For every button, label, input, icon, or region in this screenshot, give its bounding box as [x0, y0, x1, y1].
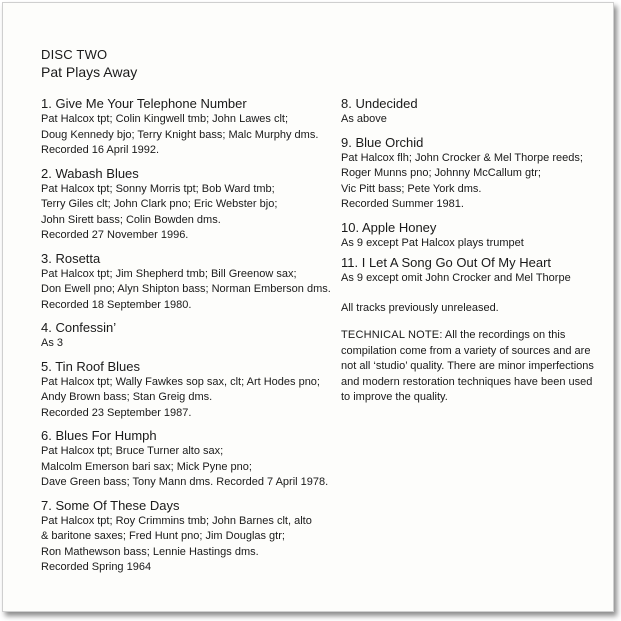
left-column	[41, 47, 341, 582]
track-credits	[41, 375, 341, 422]
unreleased-note: All tracks previously unreleased.	[341, 301, 499, 314]
track-5	[41, 358, 341, 422]
credit-line: Recorded Summer 1981.	[341, 198, 464, 210]
credit-line: Recorded 27 November 1996.	[41, 229, 189, 241]
disc-title: Pat Plays Away	[41, 64, 138, 80]
track-title: 6. Blues For Humph	[41, 428, 157, 443]
track-title: 5. Tin Roof Blues	[41, 358, 140, 374]
disc-label: DISC TWO	[41, 47, 108, 62]
track-8	[341, 95, 603, 128]
credit-line: Doug Kennedy bjo; Terry Knight bass; Malc Murphy dms.	[41, 128, 319, 141]
credit-line: Malcolm Emerson bari sax; Mick Pyne pno;	[41, 460, 252, 473]
track-10	[341, 219, 603, 252]
booklet-page	[2, 2, 614, 612]
track-credits	[41, 182, 341, 244]
track-6	[41, 427, 341, 491]
credit-line: Pat Halcox tpt; Bruce Turner alto sax;	[41, 445, 224, 457]
track-title: 2. Wabash Blues	[41, 165, 139, 181]
credit-line: Pat Halcox tpt; Colin Kingwell tmb; John Lawes clt;	[41, 113, 289, 125]
track-credits	[341, 112, 603, 128]
credit-line: Terry Giles clt; John Clark pno; Eric Webster bjo;	[41, 198, 278, 210]
track-title: 9. Blue Orchid	[341, 134, 424, 150]
credit-line: As 3	[41, 337, 64, 349]
track-9	[341, 134, 603, 213]
credit-line: Pat Halcox tpt; Jim Shepherd tmb; Bill Greenow sax;	[41, 267, 297, 280]
track-title: 1. Give Me Your Telephone Number	[41, 96, 247, 111]
track-title: 7. Some Of These Days	[41, 497, 180, 513]
credit-line: Recorded Spring 1964	[41, 561, 152, 573]
credit-line: As above	[341, 113, 387, 125]
credit-line: Don Ewell pno; Alyn Shipton bass; Norman Emberson dms.	[41, 283, 331, 295]
credit-line: Roger Munns pno; Johnny McCallum gtr;	[341, 167, 541, 179]
track-credits	[341, 271, 603, 287]
credit-line: Dave Green bass; Tony Mann dms. Recorded 7 April 1978.	[41, 476, 329, 488]
track-11	[341, 254, 603, 287]
credit-line: Pat Halcox tpt; Wally Fawkes sop sax, clt; Art Hodes pno;	[41, 375, 320, 388]
credit-line: Recorded 16 April 1992.	[41, 144, 160, 156]
track-title: 8. Undecided	[341, 96, 418, 111]
credit-line: John Sirett bass; Colin Bowden dms.	[41, 213, 221, 226]
track-3	[41, 250, 341, 314]
right-column	[341, 95, 603, 406]
credit-line: Pat Halcox tpt; Sonny Morris tpt; Bob Ward tmb;	[41, 182, 275, 195]
credit-line: As 9 except Pat Halcox plays trumpet	[341, 236, 524, 249]
track-credits	[41, 444, 341, 491]
track-credits	[41, 336, 341, 352]
track-title: 3. Rosetta	[41, 250, 101, 266]
track-credits	[341, 236, 603, 252]
track-title: 10. Apple Honey	[341, 219, 437, 235]
track-credits	[41, 514, 341, 576]
credit-line: Recorded 23 September 1987.	[41, 406, 192, 419]
credit-line: Andy Brown bass; Stan Greig dms.	[41, 391, 213, 403]
track-2	[41, 165, 341, 244]
credit-line: Pat Halcox tpt; Roy Crimmins tmb; John Barnes clt, alto	[41, 514, 312, 527]
track-4	[41, 319, 341, 352]
track-credits	[341, 151, 603, 213]
technical-note-text: : All the recordings on this compilation come from a variety of sources and are not all ‘studio’ quality. There are minor imperfections and modern restoration techniques have been used to improve the quality.	[341, 329, 594, 403]
credit-line: Pat Halcox flh; John Crocker & Mel Thorpe reeds;	[341, 151, 583, 164]
track-credits	[41, 267, 341, 314]
credit-line: Vic Pitt bass; Pete York dms.	[341, 182, 482, 195]
track-7	[41, 497, 341, 576]
technical-note-label: TECHNICAL NOTE	[341, 329, 440, 341]
track-credits	[41, 112, 341, 159]
track-title: 4. Confessin’	[41, 320, 117, 335]
technical-note	[341, 328, 603, 406]
track-title: 11. I Let A Song Go Out Of My Heart	[341, 255, 552, 270]
credit-line: Recorded 18 September 1980.	[41, 298, 192, 311]
credit-line: Ron Mathewson bass; Lennie Hastings dms.	[41, 545, 259, 558]
credit-line: & baritone saxes; Fred Hunt pno; Jim Douglas gtr;	[41, 530, 285, 542]
credit-line: As 9 except omit John Crocker and Mel Thorpe	[341, 272, 571, 284]
track-1	[41, 95, 341, 159]
